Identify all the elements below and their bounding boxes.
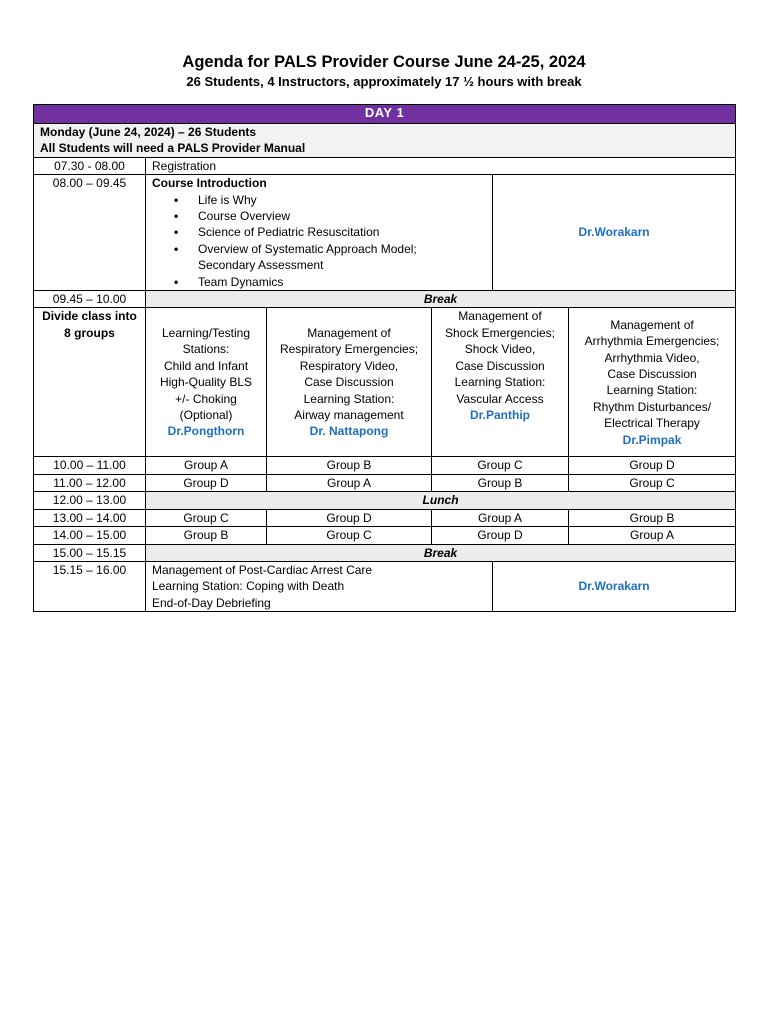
day-info-row: [34, 124, 736, 158]
station-instructor: Dr.Pimpak: [622, 432, 682, 447]
station-shock: [432, 308, 569, 457]
day-label: DAY 1: [34, 105, 736, 124]
station-line: High-Quality BLS: [159, 375, 253, 390]
group-cell: Group D: [267, 509, 432, 526]
stations-header: Divide class into 8 groups: [34, 308, 146, 457]
group-cell: Group B: [432, 474, 569, 491]
group-cell: Group C: [146, 509, 267, 526]
topic-item: • Overview of Systematic Approach Model; Secondary Assessment: [198, 241, 486, 274]
topic-list: [152, 192, 486, 290]
group-cell: Group A: [569, 527, 736, 544]
station-line: +/- Choking: [175, 391, 237, 406]
time-cell: 15.00 – 15.15: [34, 544, 146, 561]
group-cell: Group C: [569, 474, 736, 491]
closing-row: [34, 561, 736, 611]
day-info: [34, 124, 736, 158]
group-cell: Group B: [569, 509, 736, 526]
group-cell: Group A: [146, 457, 267, 474]
station-line: Respiratory Video,: [299, 358, 399, 373]
time-cell: 14.00 – 15.00: [34, 527, 146, 544]
day-date-line: Monday (June 24, 2024) – 26 Students: [40, 125, 257, 139]
break-row: [34, 544, 736, 561]
rotation-row: [34, 457, 736, 474]
day-manual-line: All Students will need a PALS Provider Manual: [40, 141, 306, 156]
group-cell: Group D: [432, 527, 569, 544]
closing-instructor: Dr.Worakarn: [493, 561, 736, 611]
station-line: Learning/Testing: [161, 326, 251, 341]
topic-item: • Science of Pediatric Resuscitation: [198, 224, 486, 240]
break-row: [34, 291, 736, 308]
station-bls: [146, 308, 267, 457]
group-cell: Group C: [267, 527, 432, 544]
group-cell: Group A: [432, 509, 569, 526]
time-cell: 11.00 – 12.00: [34, 474, 146, 491]
closing-content: [146, 561, 493, 611]
group-cell: Group A: [267, 474, 432, 491]
time-cell: 10.00 – 11.00: [34, 457, 146, 474]
station-line: Rhythm Disturbances/: [593, 399, 712, 414]
lunch-row: [34, 492, 736, 509]
station-line: Learning Station:: [454, 375, 546, 390]
station-line: Learning Station:: [606, 383, 698, 398]
group-cell: Group D: [569, 457, 736, 474]
closing-line: Learning Station: Coping with Death: [152, 579, 345, 594]
time-cell: 12.00 – 13.00: [34, 492, 146, 509]
station-line: Respiratory Emergencies;: [279, 342, 419, 357]
topic-item: • Team Dynamics: [198, 274, 486, 290]
station-line: Management of: [458, 309, 542, 324]
intro-content: [146, 175, 493, 291]
registration-row: [34, 157, 736, 174]
topic-item: • Course Overview: [198, 208, 486, 224]
lunch-label: Lunch: [146, 492, 736, 509]
topic-item: • Life is Why: [198, 192, 486, 208]
station-line: Airway management: [294, 408, 404, 423]
rotation-row: [34, 474, 736, 491]
rotation-row: [34, 509, 736, 526]
time-cell: 07.30 - 08.00: [34, 157, 146, 174]
break-label: Break: [146, 291, 736, 308]
break-label: Break: [146, 544, 736, 561]
time-cell: 08.00 – 09.45: [34, 175, 146, 291]
rotation-row: [34, 527, 736, 544]
closing-line: Management of Post-Cardiac Arrest Care: [152, 562, 373, 577]
station-line: Case Discussion: [304, 375, 394, 390]
station-line: Stations:: [182, 342, 230, 357]
time-cell: 15.15 – 16.00: [34, 561, 146, 611]
registration-label: Registration: [146, 157, 736, 174]
station-line: (Optional): [179, 408, 233, 423]
closing-line: End-of-Day Debriefing: [152, 595, 271, 610]
station-line: Management of: [307, 326, 391, 341]
time-cell: 09.45 – 10.00: [34, 291, 146, 308]
station-instructor: Dr.Panthip: [469, 407, 530, 422]
station-line: Learning Station:: [303, 391, 395, 406]
station-line: Shock Emergencies;: [444, 325, 556, 340]
intro-heading: Course Introduction: [152, 176, 267, 191]
group-cell: Group B: [267, 457, 432, 474]
station-line: Arrhythmia Emergencies;: [584, 334, 720, 349]
station-respiratory: [267, 308, 432, 457]
station-line: Child and Infant: [163, 358, 249, 373]
station-line: Shock Video,: [464, 342, 536, 357]
station-line: Arrhythmia Video,: [604, 350, 700, 365]
station-line: Electrical Therapy: [604, 416, 700, 431]
group-cell: Group C: [432, 457, 569, 474]
page-title: Agenda for PALS Provider Course June 24-25, 2024: [182, 53, 586, 71]
station-line: Case Discussion: [607, 367, 697, 382]
intro-row: [34, 175, 736, 291]
station-instructor: Dr. Nattapong: [309, 424, 389, 439]
station-line: Vascular Access: [456, 391, 544, 406]
agenda-table: [33, 104, 736, 612]
station-line: Case Discussion: [455, 358, 545, 373]
intro-instructor: Dr.Worakarn: [493, 175, 736, 291]
station-instructor: Dr.Pongthorn: [167, 424, 245, 439]
page-subtitle: 26 Students, 4 Instructors, approximately 17 ½ hours with break: [186, 74, 582, 89]
group-cell: Group B: [146, 527, 267, 544]
time-cell: 13.00 – 14.00: [34, 509, 146, 526]
station-arrhythmia: [569, 308, 736, 457]
group-cell: Group D: [146, 474, 267, 491]
station-line: Management of: [610, 317, 694, 332]
stations-row: [34, 308, 736, 457]
day-header-row: [34, 105, 736, 124]
